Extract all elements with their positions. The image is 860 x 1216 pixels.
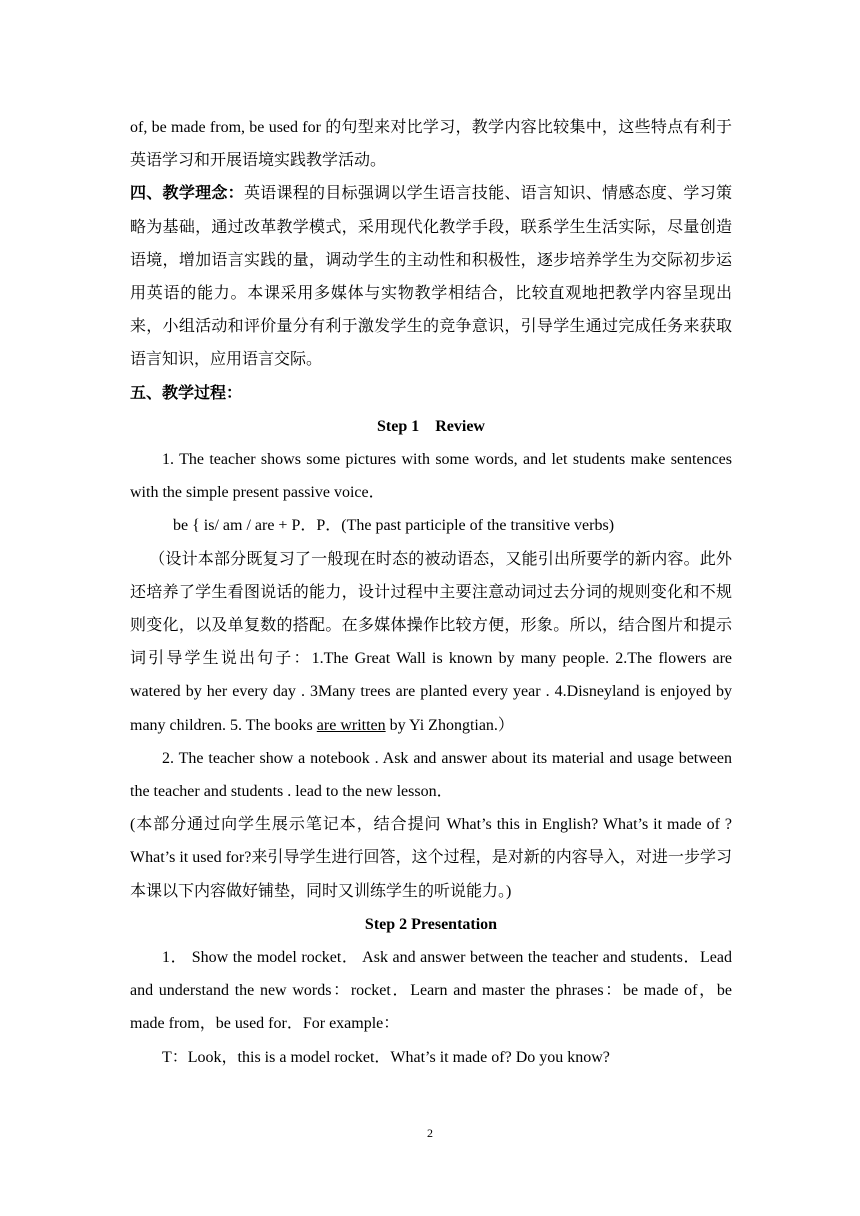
step2-heading: Step 2 Presentation (364, 915, 498, 933)
section-four-heading: 四、教学理念： (130, 185, 244, 203)
step1-note-text-a: （设计本部分既复习了一般现在时态的被动语态，又能引出所要学的新内容。此外还培养了学生看图说话的能力，设计过程中主要注意动词过去分词的规则变化和不规则变化，以及单复数的搭配。在多媒体操作比较方便，形象。所以，结合图片和提示词引导学生说出句子：1.The Great Wall is known by many people. 2.The flowers are watered by her every day . 3Many trees are planted every year . 4.Disneyland is enjoyed by many children. 5. The books (130, 550, 732, 734)
step1-note-text-b: by Yi Zhongtian.） (385, 716, 514, 734)
section-four (130, 177, 732, 376)
step2-item-1: 1． Show the model rocket． Ask and answer between the teacher and students．Lead and understand the new words：rocket．Learn and master the phrases：be made of，be made from，be used for．For example： (130, 949, 732, 1033)
step1-note (130, 543, 732, 742)
page-number: 2 (427, 1126, 433, 1140)
paragraph-intro-continued: of, be made from, be used for 的句型来对比学习，教学内容比较集中，这些特点有利于英语学习和开展语境实践教学活动。 (130, 119, 732, 170)
page-body (130, 111, 732, 1074)
underlined-phrase: are written (316, 716, 386, 734)
step1-item-1: 1. The teacher shows some pictures with some words, and let students make sentences with the simple present passive voice． (130, 451, 732, 502)
step1-note-2: (本部分通过向学生展示笔记本，结合提问 What’s this in English? What’s it made of ? What’s it used for?来引导学生进行回答，这个过程，是对新的内容导入，对进一步学习本课以下内容做好铺垫，同时又训练学生的听说能力。) (130, 816, 732, 900)
step1-formula: be { is/ am / are + P．P．(The past participle of the transitive verbs) (173, 517, 615, 535)
section-five-heading: 五、教学过程： (130, 384, 243, 402)
step1-item-2: 2. The teacher show a notebook . Ask and answer about its material and usage between the teacher and students . lead to the new lesson． (130, 749, 732, 801)
step1-heading: Step 1 Review (377, 417, 485, 435)
step2-dialog-line: T：Look，this is a model rocket．What’s it made of? Do you know? (162, 1048, 610, 1066)
section-four-body: 英语课程的目标强调以学生语言技能、语言知识、情感态度、学习策略为基础，通过改革教学模式，采用现代化教学手段，联系学生生活实际，尽量创造语境，增加语言实践的量，调动学生的主动性和积极性，逐步培养学生为交际初步运用英语的能力。本课采用多媒体与实物教学相结合，比较直观地把教学内容呈现出来，小组活动和评价量分有利于激发学生的竞争意识，引导学生通过完成任务来获取语言知识，应用语言交际。 (130, 185, 732, 369)
